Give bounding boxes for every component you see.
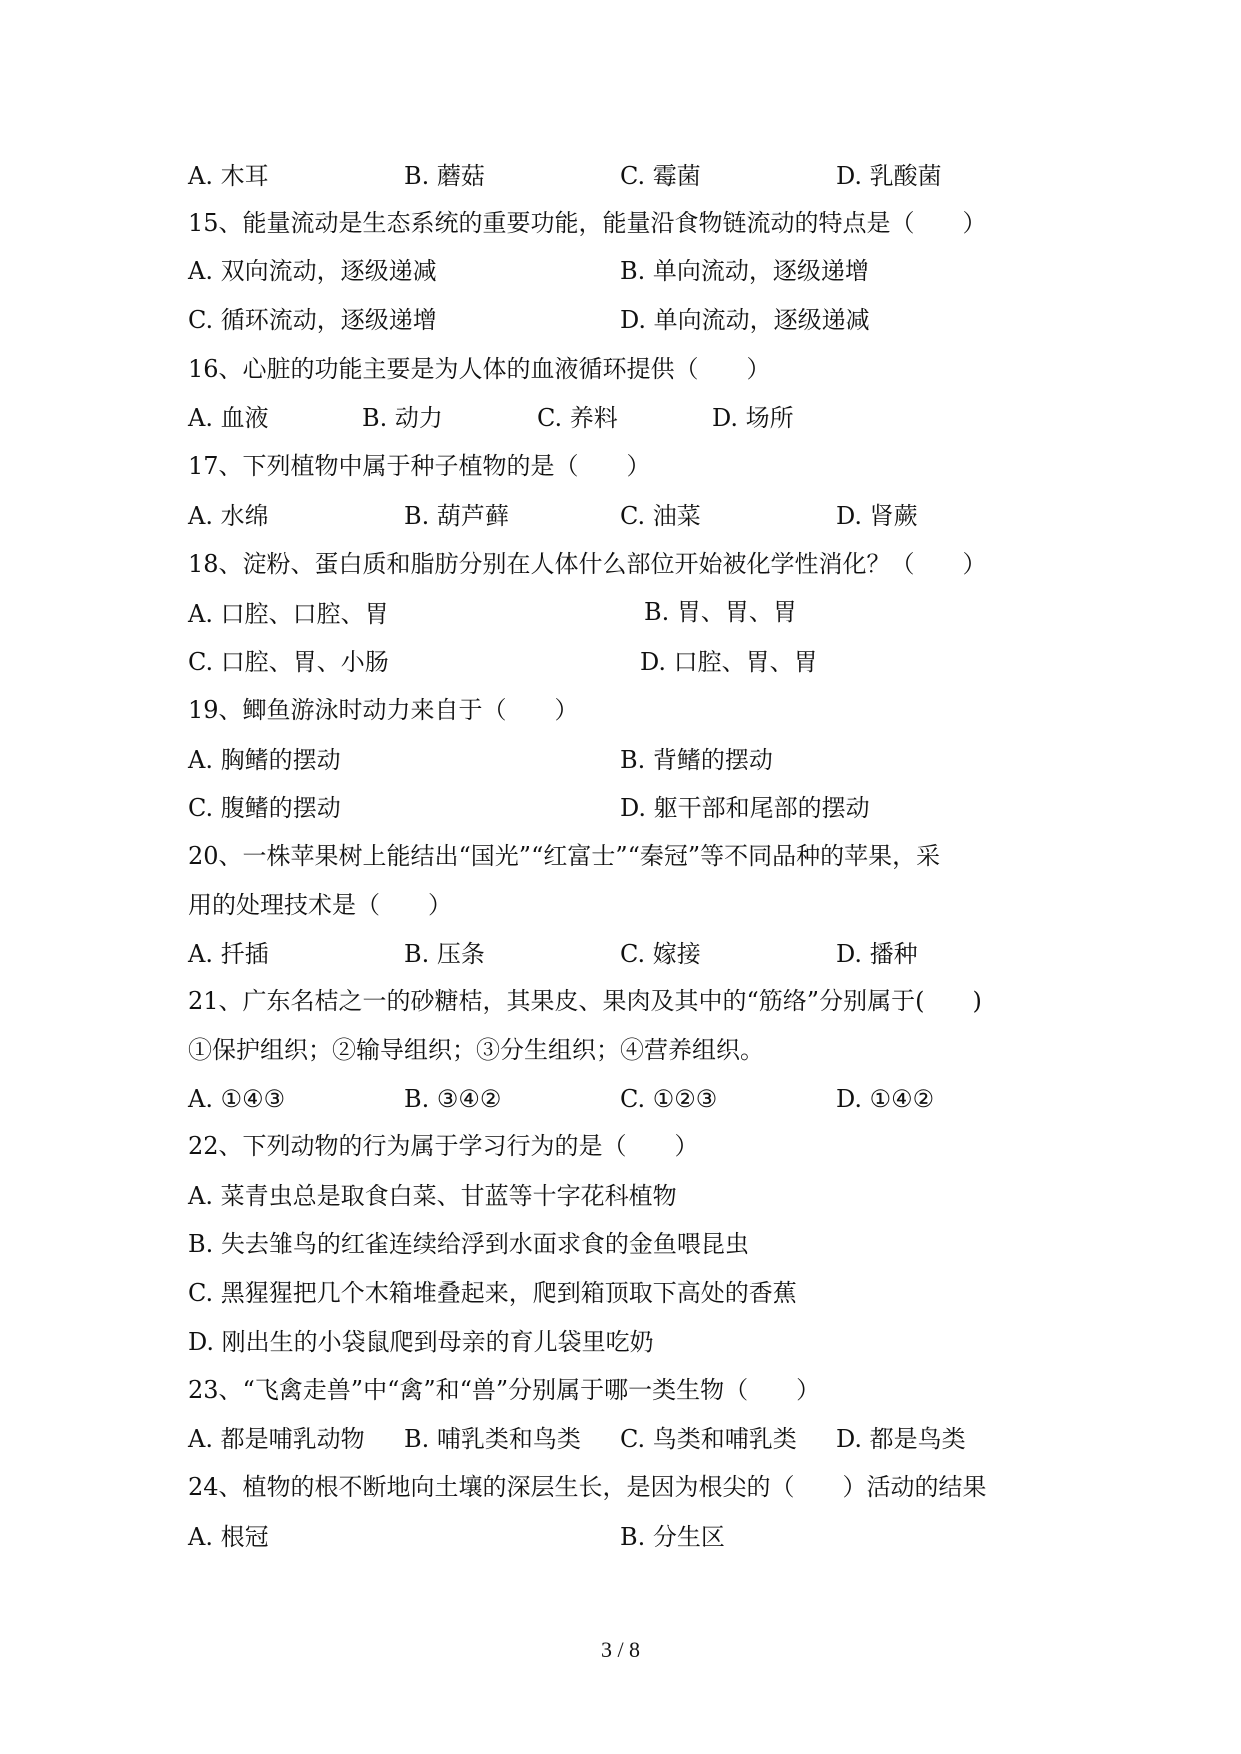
q20-option-c: C. 嫁接 — [620, 940, 701, 968]
q21-note: ①保护组织；②输导组织；③分生组织；④营养组织。 — [188, 1036, 764, 1064]
q16-option-d: D. 场所 — [712, 404, 794, 432]
q16-option-b: B. 动力 — [362, 404, 443, 432]
q24-option-b: B. 分生区 — [620, 1523, 725, 1551]
q23-option-a: A. 都是哺乳动物 — [188, 1425, 365, 1453]
q21-option-b: B. ③④② — [404, 1085, 502, 1113]
q20-option-a: A. 扦插 — [188, 940, 269, 968]
q22-stem: 22、下列动物的行为属于学习行为的是（ ） — [188, 1132, 699, 1160]
q18-option-b: B. 胃、胃、胃 — [644, 598, 797, 626]
q17-option-a: A. 水绵 — [188, 502, 269, 530]
q21-option-c: C. ①②③ — [620, 1085, 718, 1113]
q19-option-c: C. 腹鳍的摆动 — [188, 794, 341, 822]
q23-option-d: D. 都是鸟类 — [836, 1425, 966, 1453]
q19-option-d: D. 躯干部和尾部的摆动 — [620, 794, 870, 822]
q24-option-a: A. 根冠 — [188, 1523, 269, 1551]
q17-option-c: C. 油菜 — [620, 502, 701, 530]
page-number: 3 / 8 — [600, 1637, 641, 1662]
q22-option-d: D. 刚出生的小袋鼠爬到母亲的育儿袋里吃奶 — [188, 1328, 654, 1356]
q22-option-b: B. 失去雏鸟的红雀连续给浮到水面求食的金鱼喂昆虫 — [188, 1230, 749, 1258]
q20-option-d: D. 播种 — [836, 940, 918, 968]
q20-stem-line2: 用的处理技术是（ ） — [188, 891, 452, 919]
q19-option-b: B. 背鳍的摆动 — [620, 746, 773, 774]
q21-stem: 21、广东名桔之一的砂糖桔，其果皮、果肉及其中的“筋络”分别属于( ) — [188, 987, 982, 1015]
q21-option-a: A. ①④③ — [188, 1085, 286, 1113]
q14-option-c: C. 霉菌 — [620, 162, 701, 190]
q20-stem-line1: 20、一株苹果树上能结出“国光”“红富士”“秦冠”等不同品种的苹果，采 — [188, 842, 941, 870]
q15-option-c: C. 循环流动，逐级递增 — [188, 306, 437, 334]
q23-option-c: C. 鸟类和哺乳类 — [620, 1425, 797, 1453]
q22-option-a: A. 菜青虫总是取食白菜、甘蓝等十字花科植物 — [188, 1182, 677, 1210]
q18-option-d: D. 口腔、胃、胃 — [640, 648, 818, 676]
q21-option-d: D. ①④② — [836, 1085, 935, 1113]
q16-stem: 16、心脏的功能主要是为人体的血液循环提供（ ） — [188, 355, 771, 383]
q17-stem: 17、下列植物中属于种子植物的是（ ） — [188, 452, 651, 480]
q14-option-d: D. 乳酸菌 — [836, 162, 942, 190]
q16-option-c: C. 养料 — [537, 404, 618, 432]
q18-option-c: C. 口腔、胃、小肠 — [188, 648, 389, 676]
q22-option-c: C. 黑猩猩把几个木箱堆叠起来，爬到箱顶取下高处的香蕉 — [188, 1279, 797, 1307]
q20-option-b: B. 压条 — [404, 940, 485, 968]
q17-option-b: B. 葫芦藓 — [404, 502, 509, 530]
q14-option-a: A. 木耳 — [188, 162, 269, 190]
q14-option-b: B. 蘑菇 — [404, 162, 485, 190]
q16-option-a: A. 血液 — [188, 404, 269, 432]
q23-option-b: B. 哺乳类和鸟类 — [404, 1425, 581, 1453]
q17-option-d: D. 肾蕨 — [836, 502, 918, 530]
q19-stem: 19、鲫鱼游泳时动力来自于（ ） — [188, 696, 579, 724]
q15-option-d: D. 单向流动，逐级递减 — [620, 306, 870, 334]
q24-stem: 24、植物的根不断地向土壤的深层生长，是因为根尖的（ ）活动的结果 — [188, 1473, 987, 1501]
q18-option-a: A. 口腔、口腔、胃 — [188, 600, 389, 628]
q15-stem: 15、能量流动是生态系统的重要功能，能量沿食物链流动的特点是（ ） — [188, 209, 987, 237]
q19-option-a: A. 胸鳍的摆动 — [188, 746, 341, 774]
q15-option-b: B. 单向流动，逐级递增 — [620, 257, 869, 285]
q23-stem: 23、“飞禽走兽”中“禽”和“兽”分别属于哪一类生物（ ） — [188, 1376, 821, 1404]
q15-option-a: A. 双向流动，逐级递减 — [188, 257, 437, 285]
q18-stem: 18、淀粉、蛋白质和脂肪分别在人体什么部位开始被化学性消化？（ ） — [188, 550, 987, 578]
